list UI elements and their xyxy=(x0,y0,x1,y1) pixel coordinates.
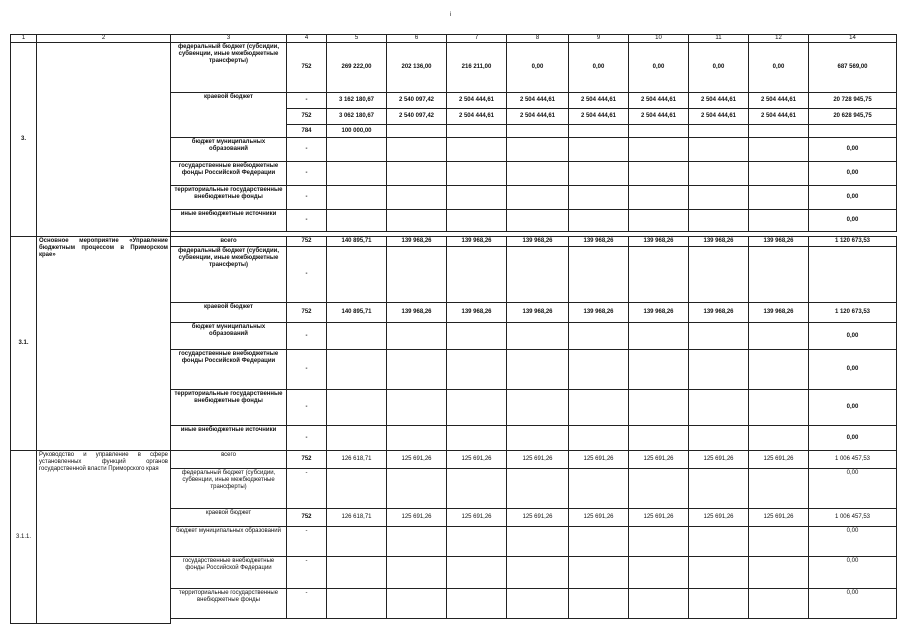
value-cell: 125 691,26 xyxy=(749,451,809,469)
code-cell: - xyxy=(287,162,327,186)
value-cell: 0,00 xyxy=(689,43,749,93)
source-label: бюджет муниципальных образований xyxy=(171,527,287,557)
value-cell: 139 968,26 xyxy=(447,237,507,247)
value-cell: 125 691,26 xyxy=(387,451,447,469)
row-description xyxy=(37,43,171,237)
column-number-row xyxy=(11,35,897,43)
value-cell: 125 691,26 xyxy=(689,509,749,527)
value-cell: 3 162 180,67 xyxy=(327,93,387,109)
code-cell: - xyxy=(287,426,327,451)
value-cell: 125 691,26 xyxy=(569,509,629,527)
value-cell: 139 968,26 xyxy=(749,303,809,323)
value-cell: 125 691,26 xyxy=(629,509,689,527)
table-row xyxy=(11,43,897,93)
value-cell: 139 968,26 xyxy=(387,303,447,323)
code-cell: - xyxy=(287,186,327,210)
value-cell: 139 968,26 xyxy=(569,237,629,247)
table-row xyxy=(11,451,897,469)
code-cell: 752 xyxy=(287,509,327,527)
value-cell: 139 968,26 xyxy=(569,303,629,323)
budget-table xyxy=(10,34,897,624)
value-cell: 139 968,26 xyxy=(447,303,507,323)
value-cell: 139 968,26 xyxy=(749,237,809,247)
column-header: 12 xyxy=(749,35,809,43)
source-label: иные внебюджетные источники xyxy=(171,210,287,232)
source-label: всего xyxy=(171,451,287,469)
total-cell: 0,00 xyxy=(809,162,897,186)
code-cell: - xyxy=(287,557,327,589)
source-label: территориальные государственные внебюджетные фонды xyxy=(171,390,287,426)
value-cell: 2 504 444,61 xyxy=(569,93,629,109)
code-cell: 752 xyxy=(287,237,327,247)
code-cell: 752 xyxy=(287,109,327,125)
value-cell: 2 504 444,61 xyxy=(447,109,507,125)
total-cell: 0,00 xyxy=(809,557,897,589)
value-cell: 1 006 457,53 xyxy=(809,509,897,527)
total-cell: 0,00 xyxy=(809,469,897,509)
column-header: 14 xyxy=(809,35,897,43)
page-mark: i xyxy=(450,12,452,18)
source-label: федеральный бюджет (субсидии, субвенции, иные межбюджетные трансферты) xyxy=(171,43,287,93)
code-cell: - xyxy=(287,210,327,232)
column-header: 8 xyxy=(507,35,569,43)
value-cell: 125 691,26 xyxy=(569,451,629,469)
code-cell: - xyxy=(287,390,327,426)
value-cell: 2 504 444,61 xyxy=(689,109,749,125)
total-cell: 0,00 xyxy=(809,138,897,162)
code-cell: - xyxy=(287,138,327,162)
table-row xyxy=(11,237,897,247)
source-label: всего xyxy=(171,237,287,247)
value-cell: 139 968,26 xyxy=(629,303,689,323)
value-cell: 2 504 444,61 xyxy=(629,109,689,125)
total-cell: 0,00 xyxy=(809,589,897,619)
code-cell: - xyxy=(287,527,327,557)
column-header: 10 xyxy=(629,35,689,43)
source-label: территориальные государственные внебюджетные фонды xyxy=(171,186,287,210)
value-cell: 20 728 945,75 xyxy=(809,93,897,109)
value-cell: 140 895,71 xyxy=(327,237,387,247)
total-cell: 0,00 xyxy=(809,426,897,451)
column-header: 5 xyxy=(327,35,387,43)
code-cell: - xyxy=(287,93,327,109)
value-cell: 687 569,00 xyxy=(809,43,897,93)
value-cell: 1 120 673,53 xyxy=(809,237,897,247)
value-cell: 2 504 444,61 xyxy=(507,109,569,125)
value-cell: 1 120 673,53 xyxy=(809,303,897,323)
value-cell: 125 691,26 xyxy=(689,451,749,469)
value-cell: 139 968,26 xyxy=(507,303,569,323)
value-cell: 125 691,26 xyxy=(447,451,507,469)
value-cell: 139 968,26 xyxy=(387,237,447,247)
source-label: краевой бюджет xyxy=(171,509,287,527)
row-number: 3.1. xyxy=(11,237,37,451)
total-cell: 0,00 xyxy=(809,527,897,557)
column-header: 4 xyxy=(287,35,327,43)
value-cell: 0,00 xyxy=(569,43,629,93)
source-label: государственные внебюджетные фонды Российской Федерации xyxy=(171,557,287,589)
source-label: территориальные государственные внебюджетные фонды xyxy=(171,589,287,619)
column-header: 9 xyxy=(569,35,629,43)
source-label: федеральный бюджет (субсидии, субвенции, иные межбюджетные трансферты) xyxy=(171,247,287,303)
value-cell: 2 504 444,61 xyxy=(689,93,749,109)
value-cell: 100 000,00 xyxy=(327,125,387,138)
row-description: Руководство и управление в сфере установленных функций органов государственной власти Приморского края xyxy=(37,451,171,624)
column-header: 6 xyxy=(387,35,447,43)
column-header: 7 xyxy=(447,35,507,43)
source-label: краевой бюджет xyxy=(171,93,287,138)
value-cell: 139 968,26 xyxy=(689,303,749,323)
source-label: краевой бюджет xyxy=(171,303,287,323)
value-cell: 2 540 097,42 xyxy=(387,93,447,109)
value-cell: 216 211,00 xyxy=(447,43,507,93)
row-description: Основное мероприятие «Управление бюджетным процессом в Приморском крае» xyxy=(37,237,171,451)
value-cell: 269 222,00 xyxy=(327,43,387,93)
source-label: государственные внебюджетные фонды Российской Федерации xyxy=(171,162,287,186)
source-label: бюджет муниципальных образований xyxy=(171,138,287,162)
value-cell: 140 895,71 xyxy=(327,303,387,323)
total-cell: 0,00 xyxy=(809,323,897,350)
column-header: 3 xyxy=(171,35,287,43)
column-header: 11 xyxy=(689,35,749,43)
code-cell: 752 xyxy=(287,303,327,323)
total-cell: 0,00 xyxy=(809,186,897,210)
value-cell: 2 540 097,42 xyxy=(387,109,447,125)
code-cell: 752 xyxy=(287,43,327,93)
value-cell: 126 618,71 xyxy=(327,451,387,469)
source-label: федеральный бюджет (субсидии, субвенции, иные межбюджетные трансферты) xyxy=(171,469,287,509)
total-cell: 0,00 xyxy=(809,390,897,426)
value-cell: 2 504 444,61 xyxy=(749,93,809,109)
source-label: иные внебюджетные источники xyxy=(171,426,287,451)
value-cell: 1 006 457,53 xyxy=(809,451,897,469)
source-label: бюджет муниципальных образований xyxy=(171,323,287,350)
code-cell: - xyxy=(287,247,327,303)
total-cell: 0,00 xyxy=(809,350,897,390)
value-cell: 2 504 444,61 xyxy=(507,93,569,109)
value-cell: 202 136,00 xyxy=(387,43,447,93)
value-cell: 139 968,26 xyxy=(689,237,749,247)
value-cell: 125 691,26 xyxy=(387,509,447,527)
value-cell: 3 062 180,67 xyxy=(327,109,387,125)
row-number: 3. xyxy=(11,43,37,237)
total-cell: 0,00 xyxy=(809,210,897,232)
value-cell: 20 628 945,75 xyxy=(809,109,897,125)
value-cell: 2 504 444,61 xyxy=(629,93,689,109)
row-number: 3.1.1. xyxy=(11,451,37,624)
value-cell: 0,00 xyxy=(629,43,689,93)
source-label: государственные внебюджетные фонды Российской Федерации xyxy=(171,350,287,390)
value-cell: 2 504 444,61 xyxy=(447,93,507,109)
value-cell: 125 691,26 xyxy=(447,509,507,527)
code-cell: 752 xyxy=(287,451,327,469)
value-cell: 126 618,71 xyxy=(327,509,387,527)
code-cell: 784 xyxy=(287,125,327,138)
code-cell: - xyxy=(287,469,327,509)
value-cell: 0,00 xyxy=(507,43,569,93)
code-cell: - xyxy=(287,350,327,390)
value-cell: 125 691,26 xyxy=(749,509,809,527)
value-cell: 125 691,26 xyxy=(507,509,569,527)
value-cell: 2 504 444,61 xyxy=(569,109,629,125)
code-cell: - xyxy=(287,323,327,350)
value-cell: 139 968,26 xyxy=(507,237,569,247)
value-cell: 125 691,26 xyxy=(629,451,689,469)
code-cell: - xyxy=(287,589,327,619)
value-cell: 2 504 444,61 xyxy=(749,109,809,125)
value-cell: 139 968,26 xyxy=(629,237,689,247)
column-header: 1 xyxy=(11,35,37,43)
column-header: 2 xyxy=(37,35,171,43)
value-cell: 0,00 xyxy=(749,43,809,93)
value-cell: 125 691,26 xyxy=(507,451,569,469)
